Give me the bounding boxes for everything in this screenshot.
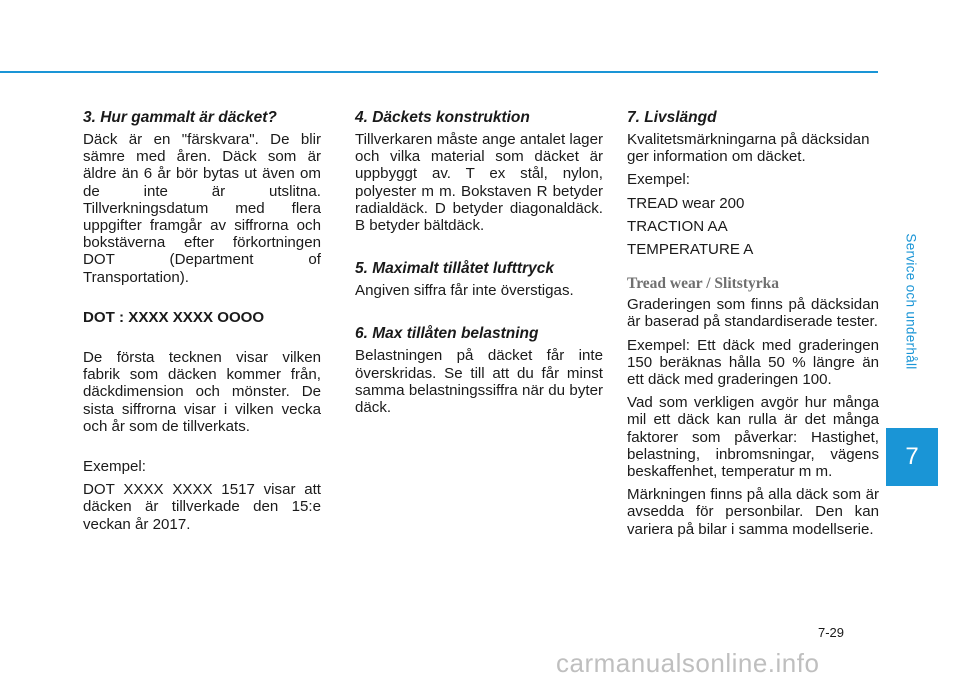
subheading-tread-wear: Tread wear / Slitstyrka (627, 275, 779, 293)
heading-lifespan: 7. Livslängd (627, 109, 717, 126)
paragraph-max-load: Belastningen på däcket får inte överskridas. Se till att du får minst samma belastningssiffra när du byter däck. (355, 347, 603, 417)
chapter-tab (886, 428, 938, 486)
header-rule (0, 71, 878, 73)
example-label-2: Exempel: (627, 171, 690, 189)
paragraph-factors: Vad som verkligen avgör hur många mil ett däck kan rulla är det många faktorer som påverkar: Hastighet, belastning, inbromsningar, vägens beskaffenhet, temperatur m m. (627, 394, 879, 481)
watermark: carmanualsonline.info (556, 648, 820, 678)
paragraph-grading-example: Exempel: Ett däck med graderingen 150 beräknas hålla 50 % längre än ett däck med graderingen 100. (627, 336, 879, 389)
section-title: Service och underhåll (903, 232, 919, 370)
chapter-number: 7 (905, 443, 919, 470)
heading-max-load: 6. Max tillåten belastning (355, 325, 539, 343)
paragraph-marking: Märkningen finns på alla däck som är avsedda för personbilar. Den kan variera på bilar i samma modellserie. (627, 486, 879, 538)
column-2 (355, 108, 603, 422)
tread-wear-value: TREAD wear 200 (627, 194, 745, 212)
temperature-value: TEMPERATURE A (627, 241, 754, 259)
paragraph-max-pressure: Angiven siffra får inte överstigas. (355, 282, 574, 300)
paragraph-grading: Graderingen som finns på däcksidan är baserad på standardiserade tester. (627, 296, 879, 331)
paragraph-lifespan: Kvalitetsmärkningarna på däcksidan ger information om däcket. (627, 131, 870, 166)
dot-code: DOT : XXXX XXXX OOOO (83, 308, 265, 326)
column-3 (627, 108, 879, 544)
example-label: Exempel: (83, 458, 146, 476)
heading-tire-age: 3. Hur gammalt är däcket? (83, 109, 277, 126)
column-1 (83, 108, 321, 539)
paragraph-tire-age: Däck är en "färskvara". De blir sämre med åren. Däck som är äldre än 6 år bör bytas ut även om de inte är utslitna. Tillverkningsdatum med flera uppgifter framgår av siffrorna och bokstäverna efter förkortningen DOT (Department of Transportation). (83, 131, 321, 286)
heading-construction: 4. Däckets konstruktion (355, 109, 530, 126)
paragraph-dot-explanation: De första tecknen visar vilken fabrik som däcken kommer från, däckdimension och mönster. De sista siffrorna visar i vilken vecka och år som de tillverkats. (83, 349, 321, 435)
section-title-vertical (896, 181, 926, 421)
traction-value: TRACTION AA (627, 217, 728, 235)
example-text: DOT XXXX XXXX 1517 visar att däcken är tillverkade den 15:e veckan år 2017. (83, 481, 321, 533)
heading-max-pressure: 5. Maximalt tillåtet lufttryck (355, 260, 554, 278)
paragraph-construction: Tillverkaren måste ange antalet lager och vilka material som däcket är uppbyggt av. T ex stål, nylon, polyester m m. Bokstaven R betyder radialdäck. D betyder diagonaldäck. B betyder bältdäck. (355, 131, 603, 235)
page-number: 7-29 (818, 625, 845, 640)
